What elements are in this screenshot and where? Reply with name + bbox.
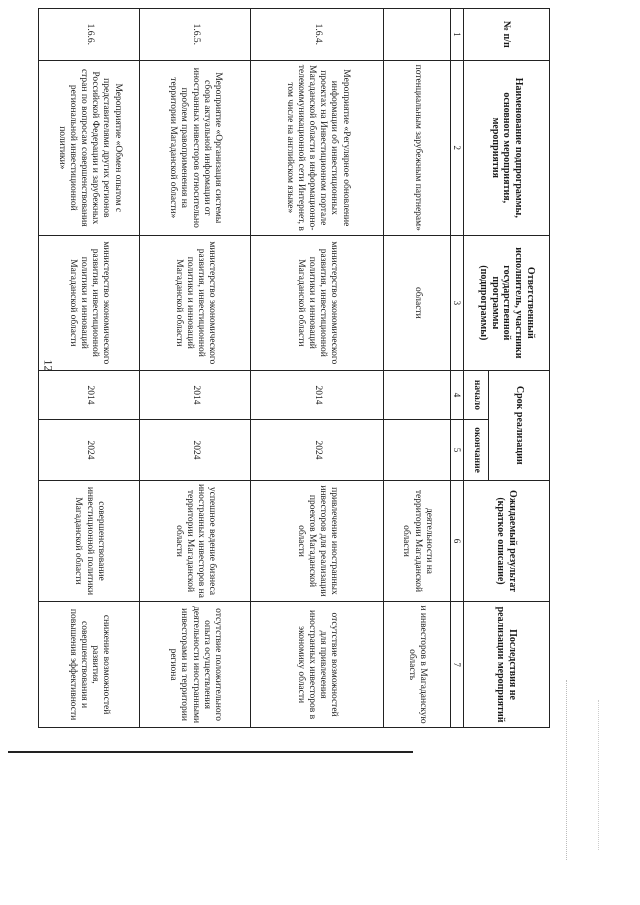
header-row bbox=[489, 9, 550, 728]
row-result: привлечение иностранных инвесторов для реализации проектов Магаданской области bbox=[251, 480, 384, 601]
row-start: 2014 bbox=[251, 370, 384, 419]
row-end: 2024 bbox=[140, 420, 251, 481]
column-number: 5 bbox=[451, 420, 464, 481]
row-executor: министерство экономического развития, инвестиционной политики и инноваций Магаданской области bbox=[251, 235, 384, 370]
header-name: Наименование подпрограммы, основного мероприятия, мероприятия bbox=[464, 60, 550, 235]
row-consequence: снижение возможностей развития, совершенствования и повышения эффективности bbox=[39, 602, 140, 728]
row-num: 1.6.6. bbox=[39, 9, 140, 61]
row-consequence: отсутствие положительного опыта осуществления деятельности иностранными инвесторами на территории региона bbox=[140, 602, 251, 728]
row-executor: министерство экономического развития, инвестиционной политики и инноваций Магаданской области bbox=[39, 235, 140, 370]
row-result: совершенствование инвестиционной политики Магаданской области bbox=[39, 480, 140, 601]
table-row bbox=[140, 9, 251, 728]
table-row bbox=[39, 9, 140, 728]
header-start: начало bbox=[464, 370, 489, 419]
table-row bbox=[251, 9, 384, 728]
row-num: 1.6.4. bbox=[251, 9, 384, 61]
column-number: 1 bbox=[451, 9, 464, 61]
column-number: 2 bbox=[451, 60, 464, 235]
table-row-continuation bbox=[384, 9, 451, 728]
row-start bbox=[384, 370, 451, 419]
header-end: окончание bbox=[464, 420, 489, 481]
row-result: деятельности на территории Магаданской области bbox=[384, 480, 451, 601]
program-table bbox=[38, 8, 550, 728]
row-name: потенциальным зарубежным партнерам» bbox=[384, 60, 451, 235]
row-num bbox=[384, 9, 451, 61]
column-numbers-row bbox=[451, 9, 464, 728]
column-number: 3 bbox=[451, 235, 464, 370]
column-number: 4 bbox=[451, 370, 464, 419]
row-name: Мероприятие «Организация системы сбора актуальной информации от иностранных инвесторов относительно проблем правоприменения на территории Магаданской области» bbox=[140, 60, 251, 235]
page-number: 12 bbox=[41, 359, 56, 372]
margin-dots-right bbox=[598, 700, 600, 850]
underline-rule bbox=[8, 751, 413, 753]
margin-dots bbox=[566, 680, 568, 860]
row-start: 2014 bbox=[39, 370, 140, 419]
row-name: Мероприятие «Регулярное обновление информации об инвестиционных проектах на Инвестиционном портале Магаданской области в информационно-телекоммуникационной сети Интернет, в том числе на английском языке» bbox=[251, 60, 384, 235]
row-end: 2024 bbox=[39, 420, 140, 481]
row-consequence: отсутствие возможностей для привлечения иностранных инвесторов в экономику области bbox=[251, 602, 384, 728]
row-executor: области bbox=[384, 235, 451, 370]
row-name: Мероприятие «Обмен опытом с представителями других регионов Российской Федерации и зарубежных стран по вопросам совершенствования региональной инвестиционной политики» bbox=[39, 60, 140, 235]
header-result: Ожидаемый результат (краткое описание) bbox=[464, 480, 550, 601]
header-consequence: Последствия не реализации мероприятий bbox=[464, 602, 550, 728]
row-executor: министерство экономического развития, инвестиционной политики и инноваций Магаданской области bbox=[140, 235, 251, 370]
column-number: 7 bbox=[451, 602, 464, 728]
column-number: 6 bbox=[451, 480, 464, 601]
row-start: 2014 bbox=[140, 370, 251, 419]
row-result: успешное ведение бизнеса иностранных инвесторов на территории Магаданской области bbox=[140, 480, 251, 601]
header-term: Срок реализации bbox=[489, 370, 550, 480]
row-end: 2024 bbox=[251, 420, 384, 481]
row-end bbox=[384, 420, 451, 481]
row-consequence: и инвесторов в Магаданскую область bbox=[384, 602, 451, 728]
header-executor: Ответственный исполнитель, участники государственной программы (подпрограммы) bbox=[464, 235, 550, 370]
row-num: 1.6.5. bbox=[140, 9, 251, 61]
rotated-table-area bbox=[56, 8, 640, 724]
header-num: № п/п bbox=[464, 9, 550, 61]
